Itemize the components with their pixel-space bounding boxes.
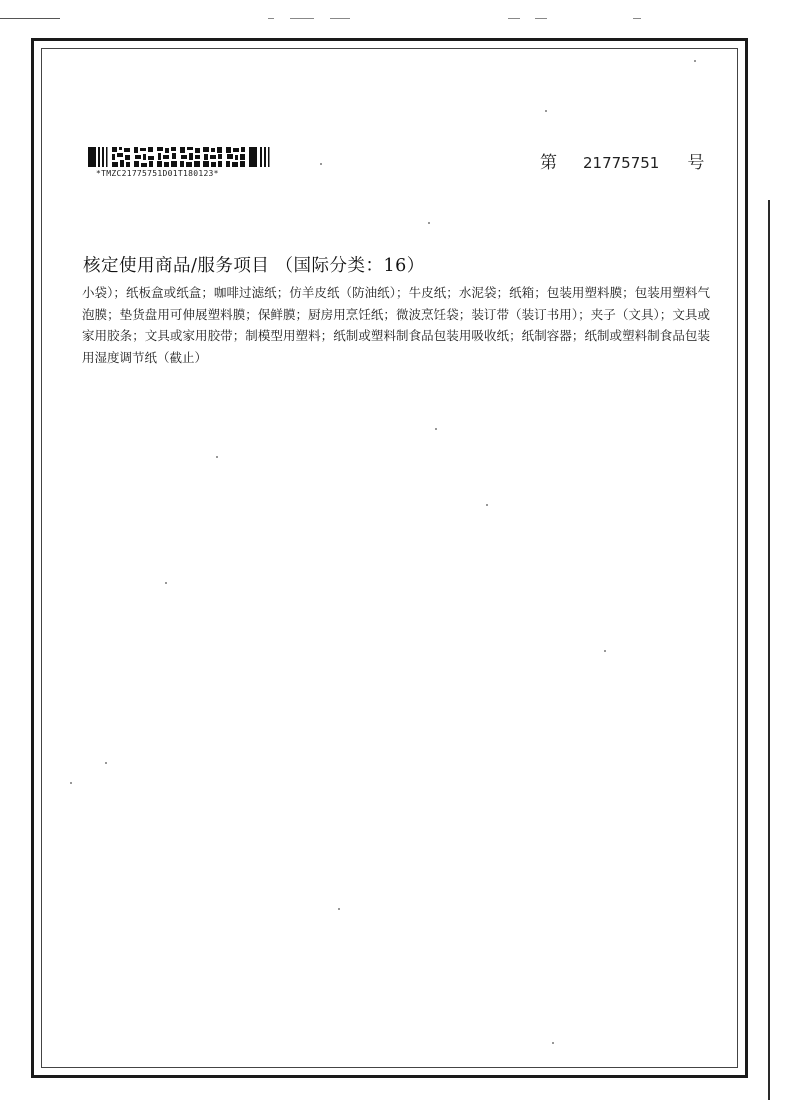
section-title: 核定使用商品/服务项目 （国际分类：16） [83,256,425,276]
scan-speck [338,908,340,910]
barcode-block [88,146,278,178]
scan-artifact-dash [330,18,350,19]
registration-number [540,148,704,173]
page-frame-inner [41,48,738,1068]
scan-speck [694,60,696,62]
registration-number-value: 21775751 [583,154,660,172]
scan-speck [165,582,167,584]
barcode-number: *TMZC21775751D01T180123* [96,169,219,178]
scan-edge-line [768,200,770,1100]
scan-speck [435,428,437,430]
scan-speck [105,762,107,764]
registration-suffix: 号 [687,153,705,173]
scan-artifact-dash [633,18,641,19]
scan-artifact-dash [508,18,520,19]
scan-artifact-dash [290,18,314,19]
scan-speck [428,222,430,224]
scan-artifact-dash [535,18,547,19]
scan-speck [216,456,218,458]
barcode-image [88,146,273,168]
goods-list: 小袋）；纸板盒或纸盒；咖啡过滤纸；仿羊皮纸（防油纸）；牛皮纸；水泥袋；纸箱；包装用塑料膜；包装用塑料气泡膜；垫货盘用可伸展塑料膜；保鲜膜；厨房用烹饪纸；微波烹饪袋；装订带（装订书用）；夹子（文具）；文具或家用胶条；文具或家用胶带；制模型用塑料；纸制或塑料制食品包装用吸收纸；纸制容器；纸制或塑料制食品包装用湿度调节纸（截止） [82,285,710,365]
scan-artifact-line [0,18,60,19]
scan-speck [545,110,547,112]
scan-speck [320,163,322,165]
registration-prefix: 第 [540,153,557,173]
scan-speck [604,650,606,652]
scan-speck [70,782,72,784]
scan-artifact-dash [268,18,274,19]
scan-speck [552,1042,554,1044]
scan-speck [486,504,488,506]
